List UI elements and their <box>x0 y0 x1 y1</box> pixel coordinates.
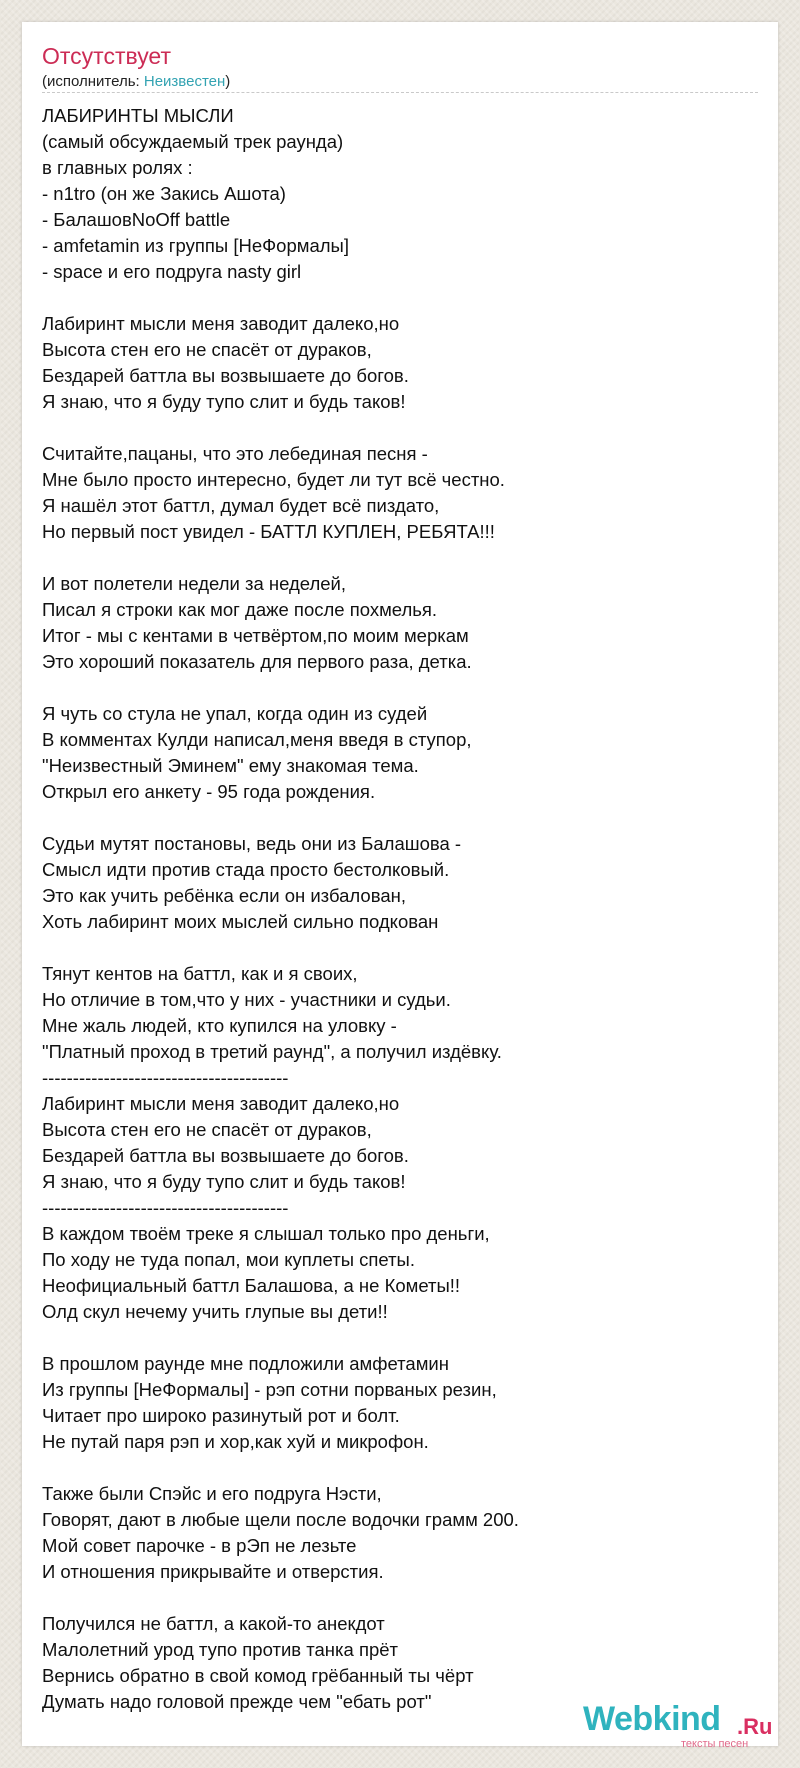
lyric-line: в главных ролях : <box>42 157 193 178</box>
lyric-line: Читает про широко разинутый рот и болт. <box>42 1405 400 1426</box>
lyric-line: Неофициальный баттл Балашова, а не Кометы!! <box>42 1275 461 1296</box>
lyric-line: - БалашовNoOff battle <box>42 209 231 230</box>
lyric-line: Бездарей баттла вы возвышаете до богов. <box>42 365 409 386</box>
lyric-line: Лабиринт мысли меня заводит далеко,но <box>42 1093 400 1114</box>
lyric-line: Я знаю, что я буду тупо слит и будь таков! <box>42 391 406 412</box>
lyric-line: И отношения прикрывайте и отверстия. <box>42 1561 384 1582</box>
lyric-line: Высота стен его не спасёт от дураков, <box>42 339 372 360</box>
lyric-line: Не путай паря рэп и хор,как хуй и микрофон. <box>42 1431 429 1452</box>
lyric-line: Смысл идти против стада просто бестолковый. <box>42 859 450 880</box>
lyric-line: В прошлом раунде мне подложили амфетамин <box>42 1353 449 1374</box>
lyric-line: Думать надо головой прежде чем "ебать рот" <box>42 1691 432 1712</box>
lyric-line: Я нашёл этот баттл, думал будет всё пиздато, <box>42 495 440 516</box>
lyric-line: Высота стен его не спасёт от дураков, <box>42 1119 372 1140</box>
lyric-line: Бездарей баттла вы возвышаете до богов. <box>42 1145 409 1166</box>
lyric-line: Тянут кентов на баттл, как и я своих, <box>42 963 358 984</box>
artist-line <box>42 73 230 91</box>
lyric-line: ---------------------------------------- <box>42 1067 289 1088</box>
lyric-line: Лабиринт мысли меня заводит далеко,но <box>42 313 400 334</box>
lyric-line: ---------------------------------------- <box>42 1197 289 1218</box>
lyric-line: Но отличие в том,что у них - участники и судьи. <box>42 989 451 1010</box>
lyric-line: "Неизвестный Эминем" ему знакомая тема. <box>42 755 419 776</box>
lyric-line: Но первый пост увидел - БАТТЛ КУПЛЕН, РЕБЯТА!!! <box>42 521 495 542</box>
lyric-line: Мне было просто интересно, будет ли тут всё честно. <box>42 469 505 490</box>
lyric-line: Олд скул нечему учить глупые вы дети!! <box>42 1301 388 1322</box>
artist-suffix: ) <box>225 73 231 90</box>
stanza-gap <box>42 1455 742 1481</box>
lyric-line: Мне жаль людей, кто купился на уловку - <box>42 1015 397 1036</box>
lyric-line: - space и его подруга nasty girl <box>42 261 302 282</box>
stanza-gap <box>42 935 742 961</box>
lyric-line: (самый обсуждаемый трек раунда) <box>42 131 344 152</box>
artist-prefix: (исполнитель: <box>42 73 144 90</box>
lyric-line: Я знаю, что я буду тупо слит и будь таков! <box>42 1171 406 1192</box>
lyric-line: Открыл его анкету - 95 года рождения. <box>42 781 376 802</box>
lyric-line: В комментах Кулди написал,меня введя в ступор, <box>42 729 472 750</box>
stanza-gap <box>42 1325 742 1351</box>
lyric-line: Говорят, дают в любые щели после водочки грамм 200. <box>42 1509 519 1530</box>
song-title: Отсутствует <box>42 43 171 69</box>
lyric-line: Хоть лабиринт моих мыслей сильно подкован <box>42 911 439 932</box>
lyric-line: Вернись обратно в свой комод грёбанный ты чёрт <box>42 1665 474 1686</box>
lyric-line: Малолетний урод тупо против танка прёт <box>42 1639 399 1660</box>
lyric-line: Считайте,пацаны, что это лебединая песня - <box>42 443 428 464</box>
lyrics-body <box>42 103 742 1715</box>
stanza-gap <box>42 675 742 701</box>
stanza-gap <box>42 545 742 571</box>
stanza-gap <box>42 1585 742 1611</box>
lyric-line: По ходу не туда попал, мои куплеты спеты. <box>42 1249 415 1270</box>
logo-tagline: тексты песен <box>681 1738 749 1750</box>
logo-main-text: Webkind <box>583 1700 721 1738</box>
lyric-line: ЛАБИРИНТЫ МЫСЛИ <box>42 105 234 126</box>
stanza-gap <box>42 415 742 441</box>
stanza-gap <box>42 805 742 831</box>
stanza-gap <box>42 285 742 311</box>
lyric-line: - amfetamin из группы [НеФормалы] <box>42 235 349 256</box>
lyric-line: В каждом твоём треке я слышал только про деньги, <box>42 1223 490 1244</box>
lyric-line: Судьи мутят постановы, ведь они из Балашова - <box>42 833 462 854</box>
lyric-line: "Платный проход в третий раунд", а получил издёвку. <box>42 1041 502 1062</box>
logo-tld-text: .Ru <box>737 1714 773 1739</box>
lyric-line: Я чуть со стула не упал, когда один из судей <box>42 703 428 724</box>
lyric-line: И вот полетели недели за неделей, <box>42 573 347 594</box>
lyric-line: Итог - мы с кентами в четвёртом,по моим меркам <box>42 625 469 646</box>
lyric-line: Писал я строки как мог даже после похмелья. <box>42 599 438 620</box>
lyric-line: Это хороший показатель для первого раза, детка. <box>42 651 472 672</box>
artist-link[interactable]: Неизвестен <box>143 73 226 90</box>
lyric-line: Из группы [НеФормалы] - рэп сотни порваных резин, <box>42 1379 497 1400</box>
lyric-line: Это как учить ребёнка если он избалован, <box>42 885 406 906</box>
webkind-logo[interactable] <box>583 1700 773 1750</box>
lyric-line: Получился не баттл, а какой-то анекдот <box>42 1613 385 1634</box>
lyric-line: Также были Спэйс и его подруга Нэсти, <box>42 1483 382 1504</box>
lyric-line: Мой совет парочке - в рЭп не лезьте <box>42 1535 357 1556</box>
lyric-line: - n1tro (он же Закись Ашота) <box>42 183 286 204</box>
header-divider <box>42 92 758 93</box>
